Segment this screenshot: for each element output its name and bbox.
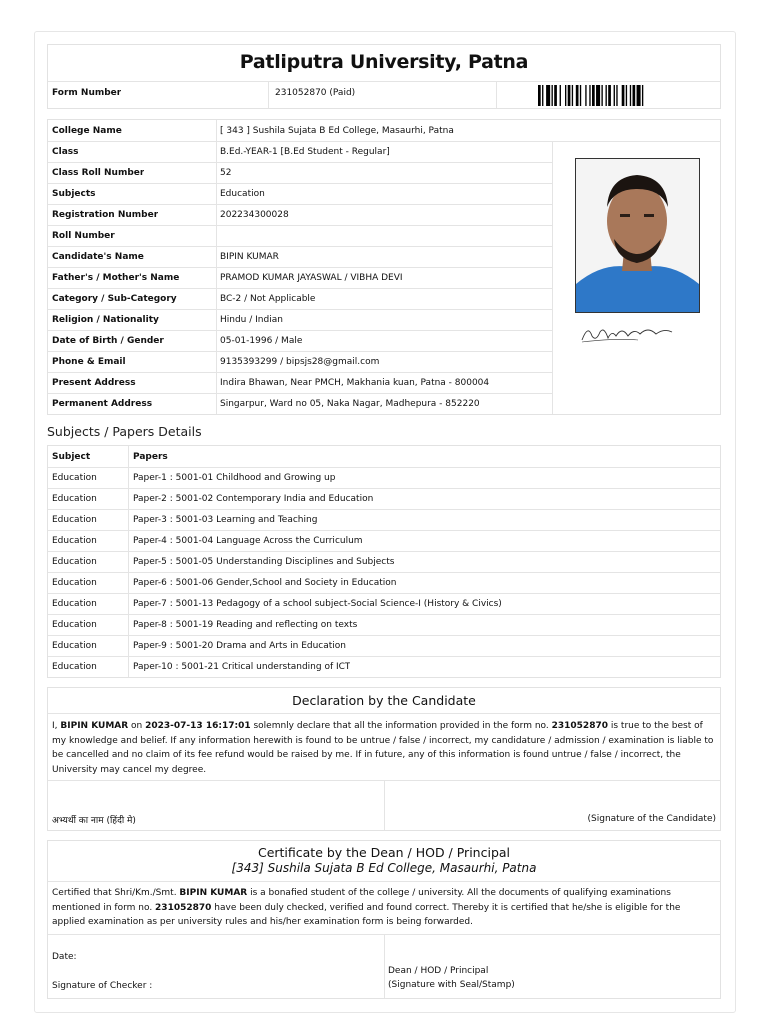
detail-value: Indira Bhawan, Near PMCH, Makhania kuan, Patna - 800004 (220, 378, 490, 388)
seal-label: (Signature with Seal/Stamp) (388, 980, 515, 990)
date-label: Date: (52, 952, 77, 962)
paper-subject: Education (52, 662, 97, 672)
paper-name: Paper-7 : 5001-13 Pedagogy of a school subject-Social Science-I (History & Civics) (133, 599, 502, 609)
declaration-box (47, 687, 721, 831)
detail-value: 05-01-1996 / Male (220, 336, 303, 346)
paper-name: Paper-4 : 5001-04 Language Across the Curriculum (133, 536, 363, 546)
candidate-photo-image (576, 159, 699, 312)
paper-name: Paper-6 : 5001-06 Gender,School and Society in Education (133, 578, 397, 588)
detail-value: Singarpur, Ward no 05, Naka Nagar, Madhepura - 852220 (220, 399, 480, 409)
detail-value: PRAMOD KUMAR JAYASWAL / VIBHA DEVI (220, 273, 403, 283)
paper-subject: Education (52, 557, 97, 567)
detail-value: Hindu / Indian (220, 315, 283, 325)
certificate-form-number: 231052870 (155, 902, 212, 913)
detail-label: Roll Number (52, 231, 115, 241)
papers-col-subject: Subject (52, 452, 91, 462)
detail-value: [ 343 ] Sushila Sujata B Ed College, Masaurhi, Patna (220, 126, 454, 136)
papers-table (47, 445, 721, 678)
detail-label: Candidate's Name (52, 252, 144, 262)
paper-subject: Education (52, 473, 97, 483)
declaration-datetime: 2023-07-13 16:17:01 (145, 721, 251, 731)
details-table (47, 119, 721, 415)
candidate-signature (578, 318, 698, 346)
candidate-signature-label: (Signature of the Candidate) (587, 814, 716, 824)
paper-name: Paper-8 : 5001-19 Reading and reflecting on texts (133, 620, 358, 630)
paper-subject: Education (52, 515, 97, 525)
detail-label: Registration Number (52, 210, 159, 220)
detail-value: B.Ed.-YEAR-1 [B.Ed Student - Regular] (220, 147, 390, 157)
certificate-text: Certified that Shri/Km./Smt. BIPIN KUMAR is a bonafied student of the college / university. All the documents of qualifying examinations mentioned in form no. 231052870 have been duly checked, verified and found correct. Thereby it is certified that he/she is eligible for the applied examination as per university rules and his/her examination form is being forwarded. (52, 888, 681, 927)
detail-value: 9135393299 / bipsjs28@gmail.com (220, 357, 380, 367)
detail-label: Permanent Address (52, 399, 153, 409)
detail-value: 202234300028 (220, 210, 289, 220)
detail-label: College Name (52, 126, 122, 136)
form-number-value: 231052870 (Paid) (275, 88, 356, 98)
paper-subject: Education (52, 494, 97, 504)
paper-subject: Education (52, 536, 97, 546)
barcode (538, 85, 680, 106)
certificate-college: [343] Sushila Sujata B Ed College, Masaurhi, Patna (231, 861, 537, 875)
paper-name: Paper-2 : 5001-02 Contemporary India and Education (133, 494, 374, 504)
detail-label: Date of Birth / Gender (52, 336, 164, 346)
detail-label: Religion / Nationality (52, 315, 159, 325)
checker-signature-label: Signature of Checker : (52, 981, 153, 991)
paper-name: Paper-3 : 5001-03 Learning and Teaching (133, 515, 318, 525)
form-number-label: Form Number (52, 88, 122, 98)
paper-name: Paper-5 : 5001-05 Understanding Disciplines and Subjects (133, 557, 395, 567)
detail-label: Class Roll Number (52, 168, 145, 178)
paper-name: Paper-10 : 5001-21 Critical understanding of ICT (133, 662, 351, 672)
detail-label: Category / Sub-Category (52, 294, 177, 304)
declaration-form-number: 231052870 (551, 721, 608, 731)
detail-label: Class (52, 147, 79, 157)
detail-label: Present Address (52, 378, 136, 388)
certificate-name: BIPIN KUMAR (179, 888, 248, 898)
paper-name: Paper-9 : 5001-20 Drama and Arts in Education (133, 641, 346, 651)
paper-subject: Education (52, 599, 97, 609)
hindi-name-label: अभ्यर्थी का नाम (हिंदी मे) (52, 816, 136, 826)
detail-value: BC-2 / Not Applicable (220, 294, 316, 304)
detail-value: Education (220, 189, 265, 199)
declaration-heading: Declaration by the Candidate (292, 693, 476, 708)
certificate-heading: Certificate by the Dean / HOD / Principal (257, 845, 511, 860)
paper-subject: Education (52, 578, 97, 588)
candidate-photo (575, 158, 700, 313)
detail-label: Father's / Mother's Name (52, 273, 180, 283)
declaration-text: I, BIPIN KUMAR on 2023-07-13 16:17:01 solemnly declare that all the information provided in the form no. 231052870 is true to the best of my knowledge and belief. If any information herewith is found to be untrue / false / incorrect, my candidature / admission / examination is liable to be cancelled and no claim of its fee refund would be raised by me. If in future, any of this information is found untrue / false / incorrect, the University may cancel my degree. (52, 721, 714, 775)
detail-value: 52 (220, 168, 232, 178)
paper-name: Paper-1 : 5001-01 Childhood and Growing up (133, 473, 336, 483)
detail-label: Phone & Email (52, 357, 126, 367)
paper-subject: Education (52, 620, 97, 630)
detail-value: BIPIN KUMAR (220, 252, 279, 262)
header-box (47, 44, 721, 109)
page-title: Patliputra University, Patna (239, 51, 529, 73)
certificate-box (47, 840, 721, 999)
detail-label: Subjects (52, 189, 96, 199)
paper-subject: Education (52, 641, 97, 651)
dean-label: Dean / HOD / Principal (388, 966, 489, 976)
papers-col-papers: Papers (133, 452, 168, 462)
declaration-name: BIPIN KUMAR (60, 721, 129, 731)
papers-heading: Subjects / Papers Details (47, 424, 202, 439)
